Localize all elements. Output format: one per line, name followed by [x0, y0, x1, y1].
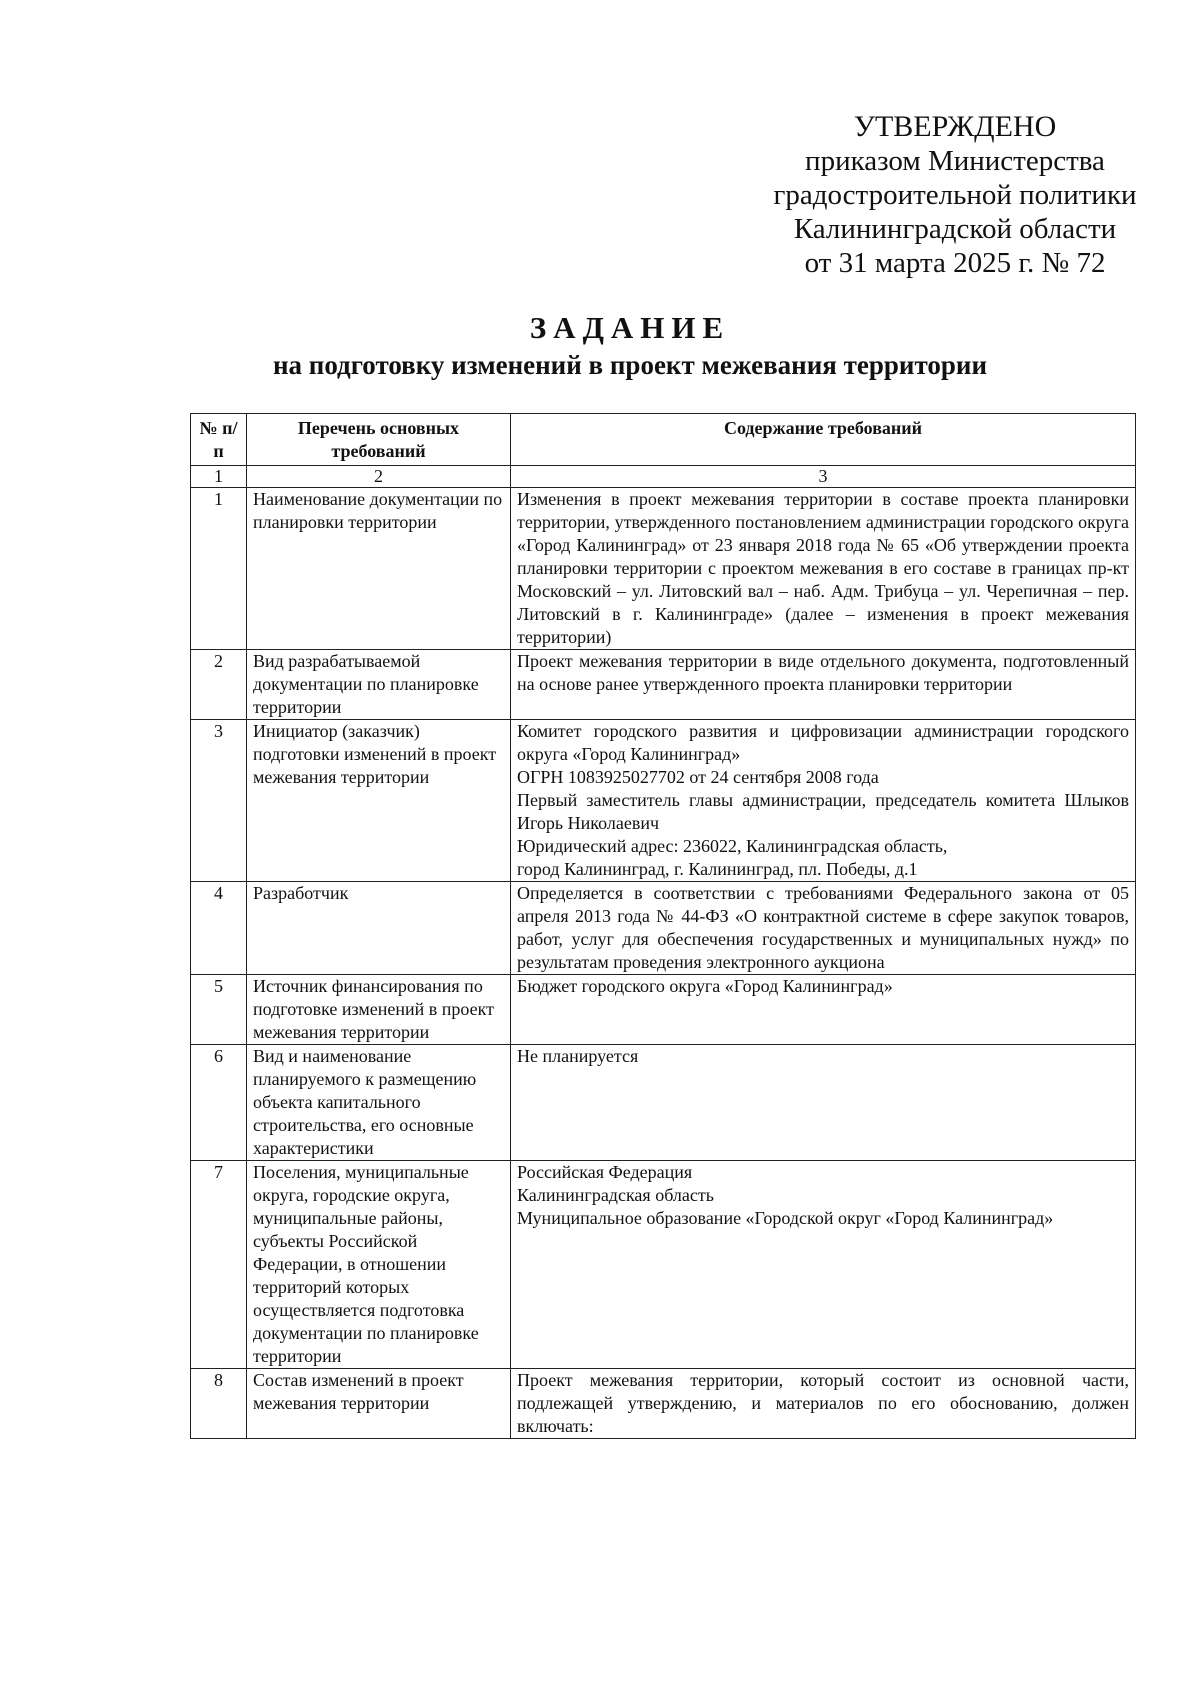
row-name: Вид и наименование планируемого к размещению объекта капитального строительства, его основные характеристики — [247, 1045, 511, 1161]
approval-date: от 31 марта 2025 г. № 72 — [804, 247, 1106, 279]
row-name: Вид разрабатываемой документации по планировке территории — [247, 650, 511, 720]
title-subtitle: на подготовку изменений в проект межевания территории — [272, 350, 988, 380]
row-content: Не планируется — [511, 1045, 1136, 1161]
table-row — [191, 488, 1136, 650]
row-name: Разработчик — [247, 882, 511, 975]
approval-line: градостроительной политики — [773, 179, 1137, 211]
content-line: Первый заместитель главы администрации, председатель комитета Шлыков Игорь Николаевич — [517, 790, 1129, 833]
table-row — [191, 720, 1136, 882]
document-title — [180, 310, 1080, 382]
index-cell: 2 — [247, 466, 511, 488]
row-num: 1 — [191, 488, 247, 650]
row-content: Бюджет городского округа «Город Калининград» — [511, 975, 1136, 1045]
approval-stamp — [690, 110, 1200, 280]
row-num: 2 — [191, 650, 247, 720]
header-num: № п/п — [191, 414, 247, 466]
row-content: Проект межевания территории, который состоит из основной части, подлежащей утверждению, и материалов по его обоснованию, должен включать: — [511, 1369, 1136, 1439]
content-line: Комитет городского развития и цифровизации администрации городского округа «Город Калининград» — [517, 721, 1129, 764]
content-line: Юридический адрес: 236022, Калининградская область, — [517, 836, 948, 856]
content-line: Муниципальное образование «Городской округ «Город Калининград» — [517, 1208, 1054, 1228]
index-cell: 1 — [191, 466, 247, 488]
header-content: Содержание требований — [511, 414, 1136, 466]
row-content — [511, 1161, 1136, 1369]
content-line: город Калининград, г. Калининград, пл. Победы, д.1 — [517, 859, 918, 879]
row-num: 4 — [191, 882, 247, 975]
table-row — [191, 650, 1136, 720]
table-row — [191, 1045, 1136, 1161]
table-row — [191, 882, 1136, 975]
approval-heading: УТВЕРЖДЕНО — [853, 110, 1057, 143]
row-num: 8 — [191, 1369, 247, 1439]
row-name: Поселения, муниципальные округа, городские округа, муниципальные районы, субъекты Российской Федерации, в отношении территорий которых осуществляется подготовка документации по планировке территории — [247, 1161, 511, 1369]
row-num: 6 — [191, 1045, 247, 1161]
row-num: 5 — [191, 975, 247, 1045]
content-line: Калининградская область — [517, 1185, 714, 1205]
row-content — [511, 720, 1136, 882]
title-main: ЗАДАНИЕ — [529, 310, 731, 345]
header-name: Перечень основных требований — [247, 414, 511, 466]
content-line: Российская Федерация — [517, 1162, 693, 1182]
table-index-row — [191, 466, 1136, 488]
requirements-table — [190, 413, 1136, 1439]
row-name: Состав изменений в проект межевания территории — [247, 1369, 511, 1439]
row-content: Изменения в проект межевания территории в составе проекта планировки территории, утвержденного постановлением администрации городского округа «Город Калининград» от 23 января 2018 года № 65 «Об утверждении проекта планировки территории с проектом межевания в его составе в границах пр-кт Московский – ул. Литовский вал – наб. Адм. Трибуца – ул. Черепичная – пер. Литовский в г. Калининграде» (далее – изменения в проект межевания территории) — [511, 488, 1136, 650]
table-header-row — [191, 414, 1136, 466]
table-row — [191, 1369, 1136, 1439]
approval-line: Калининградской области — [793, 213, 1117, 245]
row-name: Наименование документации по планировки территории — [247, 488, 511, 650]
content-line: ОГРН 1083925027702 от 24 сентября 2008 года — [517, 767, 879, 787]
row-num: 3 — [191, 720, 247, 882]
approval-line: приказом Министерства — [805, 145, 1105, 177]
row-content: Определяется в соответствии с требованиями Федерального закона от 05 апреля 2013 года № 44-ФЗ «О контрактной системе в сфере закупок товаров, работ, услуг для обеспечения государственных и муниципальных нужд» по результатам проведения электронного аукциона — [511, 882, 1136, 975]
row-name: Источник финансирования по подготовке изменений в проект межевания территории — [247, 975, 511, 1045]
row-num: 7 — [191, 1161, 247, 1369]
table-row — [191, 1161, 1136, 1369]
row-name: Инициатор (заказчик) подготовки изменений в проект межевания территории — [247, 720, 511, 882]
index-cell: 3 — [511, 466, 1136, 488]
table-row — [191, 975, 1136, 1045]
row-content: Проект межевания территории в виде отдельного документа, подготовленный на основе ранее утвержденного проекта планировки территории — [511, 650, 1136, 720]
